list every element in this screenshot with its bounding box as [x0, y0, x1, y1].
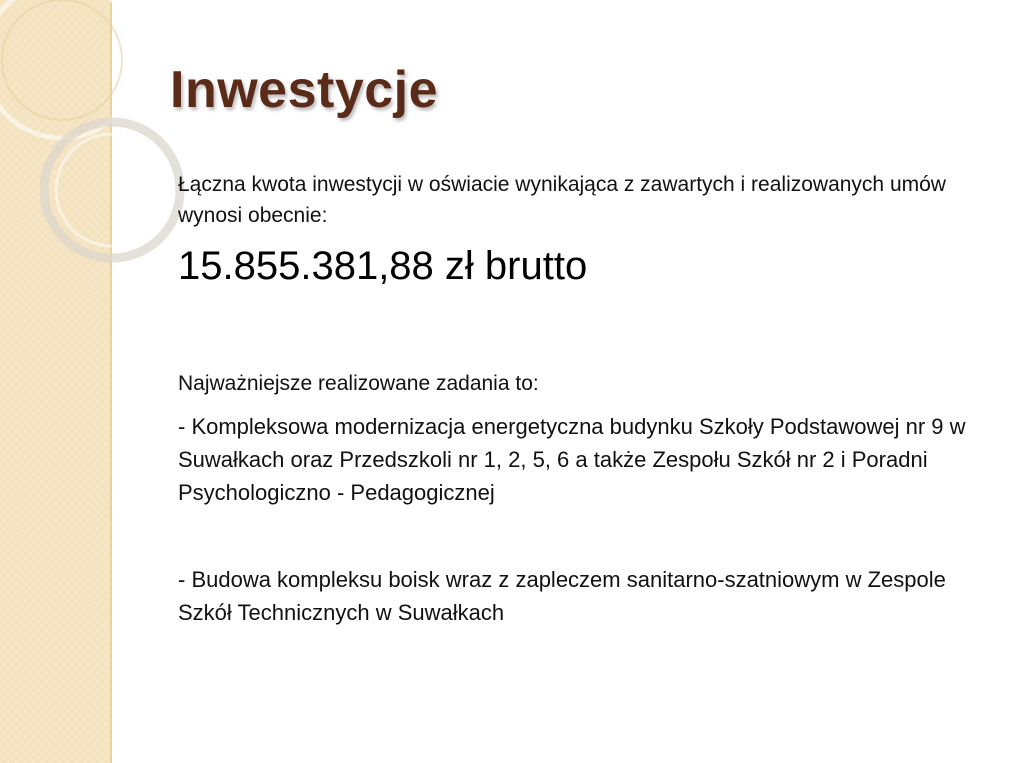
- side-panel-border: [110, 0, 112, 763]
- decorative-side-panel: [0, 0, 110, 763]
- task-item: - Kompleksowa modernizacja energetyczna budynku Szkoły Podstawowej nr 9 w Suwałkach oraz Przedszkoli nr 1, 2, 5, 6 a także Zespołu Szkół nr 2 i Poradni Psychologiczno - Pedagogicznej: [178, 414, 966, 505]
- tasks-heading: Najważniejsze realizowane zadania to:: [178, 372, 539, 395]
- intro-text: Łączna kwota inwestycji w oświacie wynikająca z zawartych i realizowanych umów wynosi obecnie:: [178, 173, 946, 227]
- task-item: - Budowa kompleksu boisk wraz z zapleczem sanitarno-szatniowym w Zespole Szkół Technicznych w Suwałkach: [178, 567, 946, 625]
- investment-amount: 15.855.381,88 zł brutto: [178, 244, 588, 288]
- slide-title: Inwestycje: [170, 61, 439, 119]
